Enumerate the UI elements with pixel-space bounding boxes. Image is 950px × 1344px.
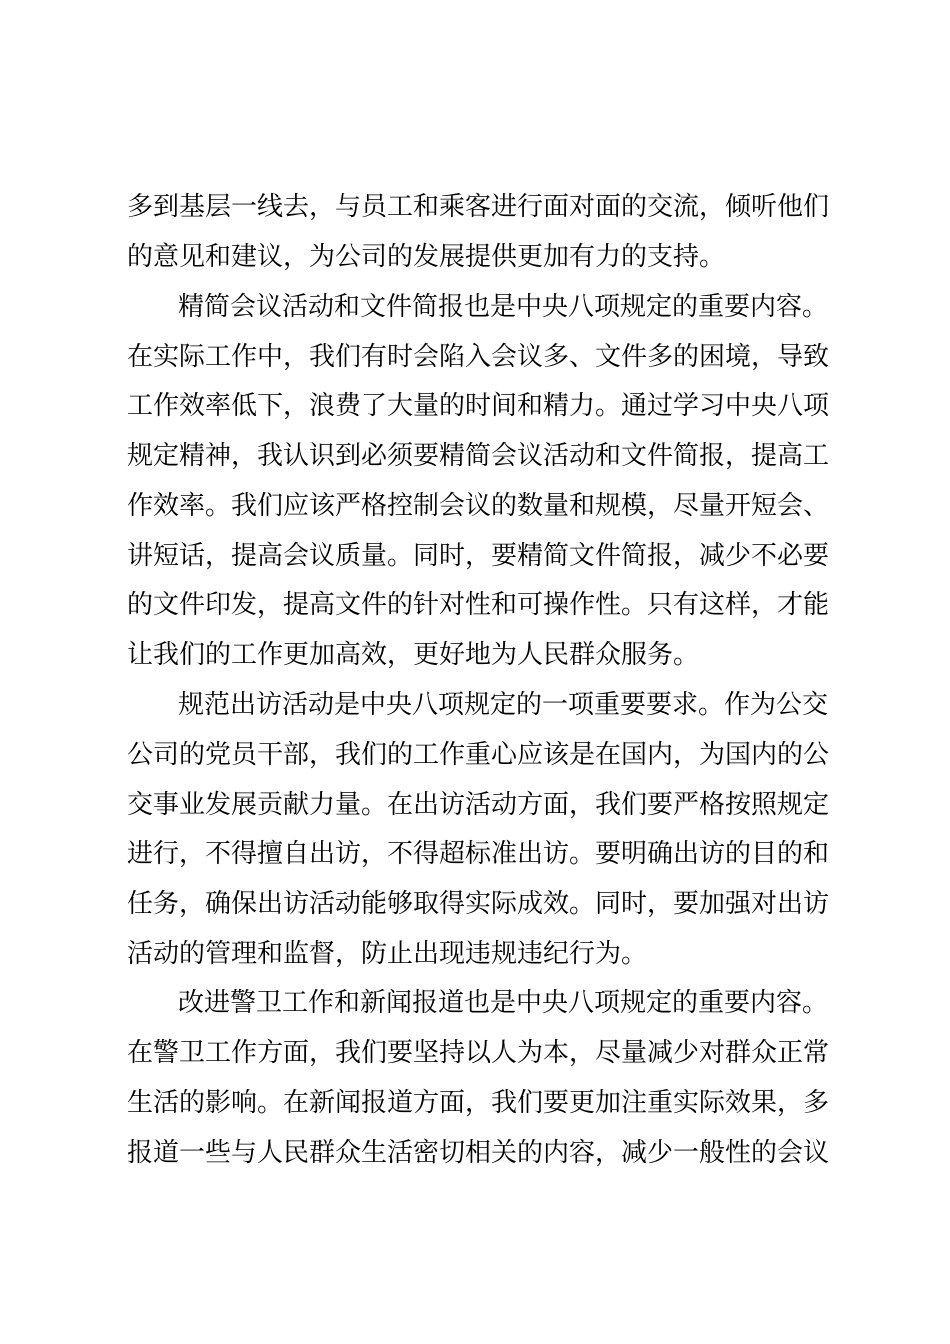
text-line: 讲短话，提高会议质量。同时，要精简文件简报，减少不必要 <box>127 541 830 571</box>
text-line: 报道一些与人民群众生活密切相关的内容，减少一般性的会议 <box>127 1138 830 1168</box>
text-line: 多到基层一线去，与员工和乘客进行面对面的交流，倾听他们 <box>127 192 830 222</box>
text-line: 作效率。我们应该严格控制会议的数量和规模，尽量开短会、 <box>127 491 830 521</box>
text-line: 任务，确保出访活动能够取得实际成效。同时，要加强对出访 <box>127 889 830 919</box>
text-line: 交事业发展贡献力量。在出访活动方面，我们要严格按照规定 <box>127 790 830 820</box>
text-line: 工作效率低下，浪费了大量的时间和精力。通过学习中央八项 <box>127 391 830 421</box>
paragraph-first-line: 精简会议活动和文件简报也是中央八项规定的重要内容。 <box>178 292 829 322</box>
text-line: 规定精神，我认识到必须要精简会议活动和文件简报，提高工 <box>127 441 830 471</box>
text-line: 生活的影响。在新闻报道方面，我们要更加注重实际效果，多 <box>127 1088 830 1118</box>
text-line: 的文件印发，提高文件的针对性和可操作性。只有这样，才能 <box>127 590 830 620</box>
text-line: 进行，不得擅自出访，不得超标准出访。要明确出访的目的和 <box>127 839 830 869</box>
paragraph-first-line: 改进警卫工作和新闻报道也是中央八项规定的重要内容。 <box>178 988 829 1018</box>
text-line: 在警卫工作方面，我们要坚持以人为本，尽量减少对群众正常 <box>127 1038 830 1068</box>
text-line: 活动的管理和监督，防止出现违规违纪行为。 <box>127 939 648 969</box>
text-line: 的意见和建议，为公司的发展提供更加有力的支持。 <box>127 242 726 272</box>
paragraph-first-line: 规范出访活动是中央八项规定的一项重要要求。作为公交 <box>178 690 829 720</box>
text-line: 让我们的工作更加高效，更好地为人民群众服务。 <box>127 640 700 670</box>
text-line: 公司的党员干部，我们的工作重心应该是在国内，为国内的公 <box>127 740 830 770</box>
text-line: 在实际工作中，我们有时会陷入会议多、文件多的困境，导致 <box>127 342 830 372</box>
